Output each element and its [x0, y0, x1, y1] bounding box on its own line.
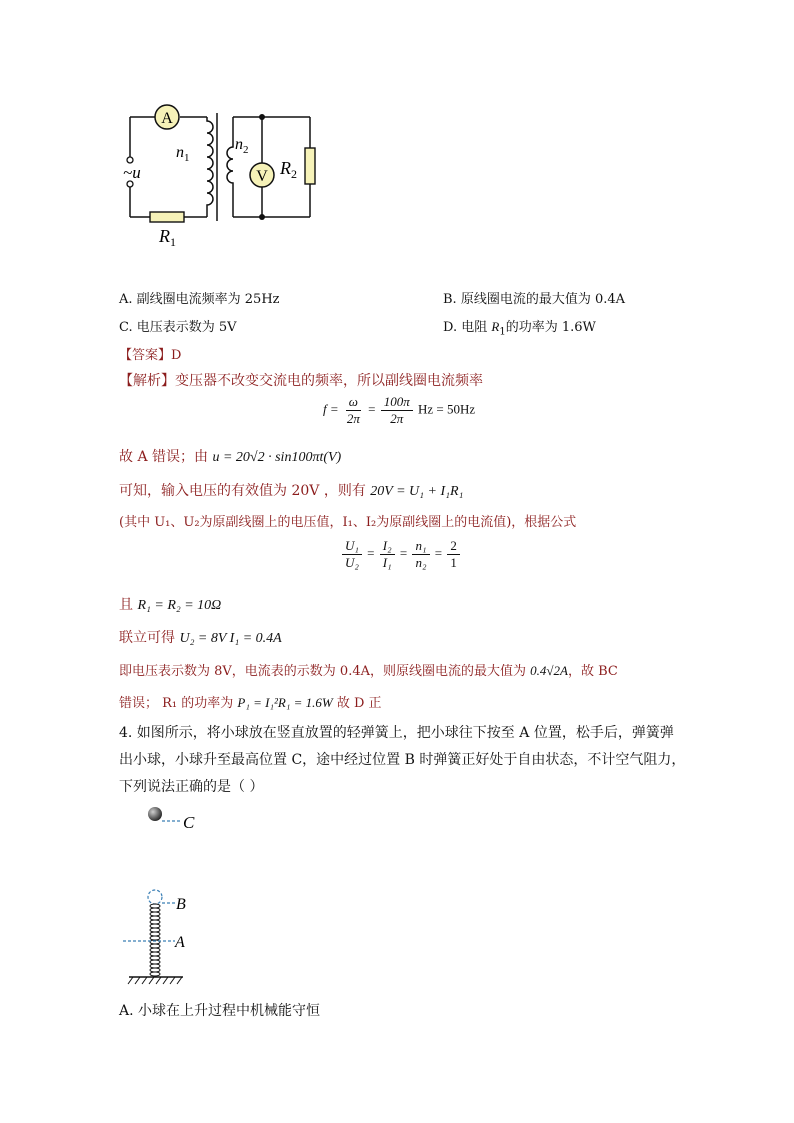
option-b: B. 原线圈电流的最大值为 0.4A: [443, 292, 626, 307]
ratio-n-den: n₂: [415, 555, 427, 570]
n1-sub: 1: [184, 152, 190, 164]
option-a: A. 副线圈电流频率为 25Hz: [119, 292, 280, 307]
ratio-u-num: U₁: [342, 538, 362, 555]
line-g-text: 错误； R₁ 的功率为: [119, 696, 238, 711]
freq-lhs: f =: [323, 401, 339, 417]
line-f-post: ，故 BC: [567, 664, 618, 679]
freq-num2: 100π: [381, 394, 413, 411]
line-f-text: 即电压表示数为 8V，电流表的示数为 0.4A，则原线圈电流的最大值为: [119, 664, 531, 679]
question4-line2: 出小球，小球升至最高位置 C，途中经过位置 B 时弹簧正好处于自由状态，不计空气阻力，: [119, 752, 686, 768]
option-d-sub: 1: [499, 326, 506, 338]
svg-text:R2: [279, 158, 297, 181]
ratio-i-num: I₂: [380, 538, 395, 555]
question4-line1: 4. 如图所示，将小球放在竖直放置的轻弹簧上，把小球往下按至 A 位置，松手后，弹簧弹: [119, 725, 674, 741]
analysis-line-f: [119, 660, 618, 679]
analysis-line-d: [119, 594, 221, 614]
ratio-equation: $\frac{\text{U₁}}{\text{U₂}}$ = $\frac{\text{I₂}}{\text{I₁}}$ = $\frac{\text{n₁}}{\text{n₂}}$ = $\frac{2}{1}$: [340, 538, 462, 571]
line-e-math: U₂ = 8V I₁ = 0.4A: [179, 631, 282, 646]
n1-label: n: [176, 144, 184, 161]
r1-sub: 1: [170, 235, 176, 249]
spring-ball-diagram: [115, 800, 225, 990]
freq-den2: 2π: [390, 411, 404, 426]
line-e-text: 联立可得: [119, 630, 180, 646]
line-g-post: 故 D 正: [332, 696, 382, 711]
line-a-text: 故 A 错误；由: [119, 449, 213, 465]
transformer-circuit-diagram: [110, 95, 340, 255]
answer-line: 【答案】D: [119, 348, 182, 363]
line-f-math: 0.4√2A: [530, 663, 568, 678]
resistor-r1: [150, 212, 184, 222]
svg-text:n1: [176, 144, 190, 164]
ball-at-b: [148, 890, 162, 904]
ratio-i-den: I₁: [382, 555, 392, 570]
freq-den1: 2π: [346, 411, 360, 426]
ball-at-c: [148, 807, 162, 821]
svg-text:n2: [235, 136, 249, 156]
option-d: [443, 316, 596, 338]
analysis-line-a: [119, 446, 341, 466]
question4-line3: 下列说法正确的是（ ）: [119, 779, 264, 795]
analysis-line-e: [119, 627, 282, 647]
ratio-val-den: 1: [450, 555, 457, 570]
svg-text:R1: [158, 226, 176, 249]
line-d-text: 且: [119, 597, 138, 613]
resistor-r2: [305, 148, 315, 184]
option-d-suffix: 的功率为 1.6W: [505, 320, 596, 335]
freq-num1: ω: [346, 394, 361, 411]
label-b: B: [176, 896, 186, 913]
r1-label: R: [159, 226, 170, 246]
label-a: A: [175, 934, 185, 951]
ratio-val-num: 2: [447, 538, 460, 555]
r2-label: R: [280, 158, 291, 178]
ammeter-label: A: [161, 110, 173, 127]
analysis-intro: 【解析】变压器不改变交流电的频率，所以副线圈电流频率: [119, 373, 483, 389]
option-c: C. 电压表示数为 5V: [119, 320, 237, 335]
ratio-n-num: n₁: [412, 538, 429, 555]
analysis-line-g: [119, 692, 382, 711]
r2-sub: 2: [291, 167, 297, 181]
analysis-line-b: [119, 480, 463, 500]
line-b-text: 可知，输入电压的有效值为 20V ，则有: [119, 483, 371, 499]
label-c: C: [183, 813, 195, 832]
line-a-math: u = 20√2 · sin100πt(V): [212, 450, 342, 465]
n2-label: n: [235, 136, 243, 153]
voltmeter-label: V: [256, 168, 268, 185]
freq-result: Hz = 50Hz: [418, 401, 476, 417]
option-d-prefix: D. 电阻: [443, 320, 492, 335]
line-g-math: P₁ = I₁²R₁ = 1.6W: [237, 695, 333, 710]
line-d-math: R₁ = R₂ = 10Ω: [137, 598, 222, 613]
analysis-line-c: (其中 U₁、U₂为原副线圈上的电压值，I₁、I₂为原副线圈上的电流值)，根据公式: [119, 515, 577, 530]
frequency-equation: f = $\frac{\omega}{2\pi}$ = $\frac{100\pi}{2\pi}$ Hz = 50Hz: [323, 394, 476, 426]
n2-sub: 2: [243, 144, 249, 156]
source-label: ~u: [123, 163, 141, 182]
option-d-var: R: [491, 319, 500, 334]
ratio-u-den: U₂: [345, 555, 359, 570]
spring: [150, 904, 160, 976]
line-b-math: 20V = U₁ + I₁R₁: [370, 484, 464, 499]
question4-option-a: A. 小球在上升过程中机械能守恒: [119, 1003, 321, 1019]
